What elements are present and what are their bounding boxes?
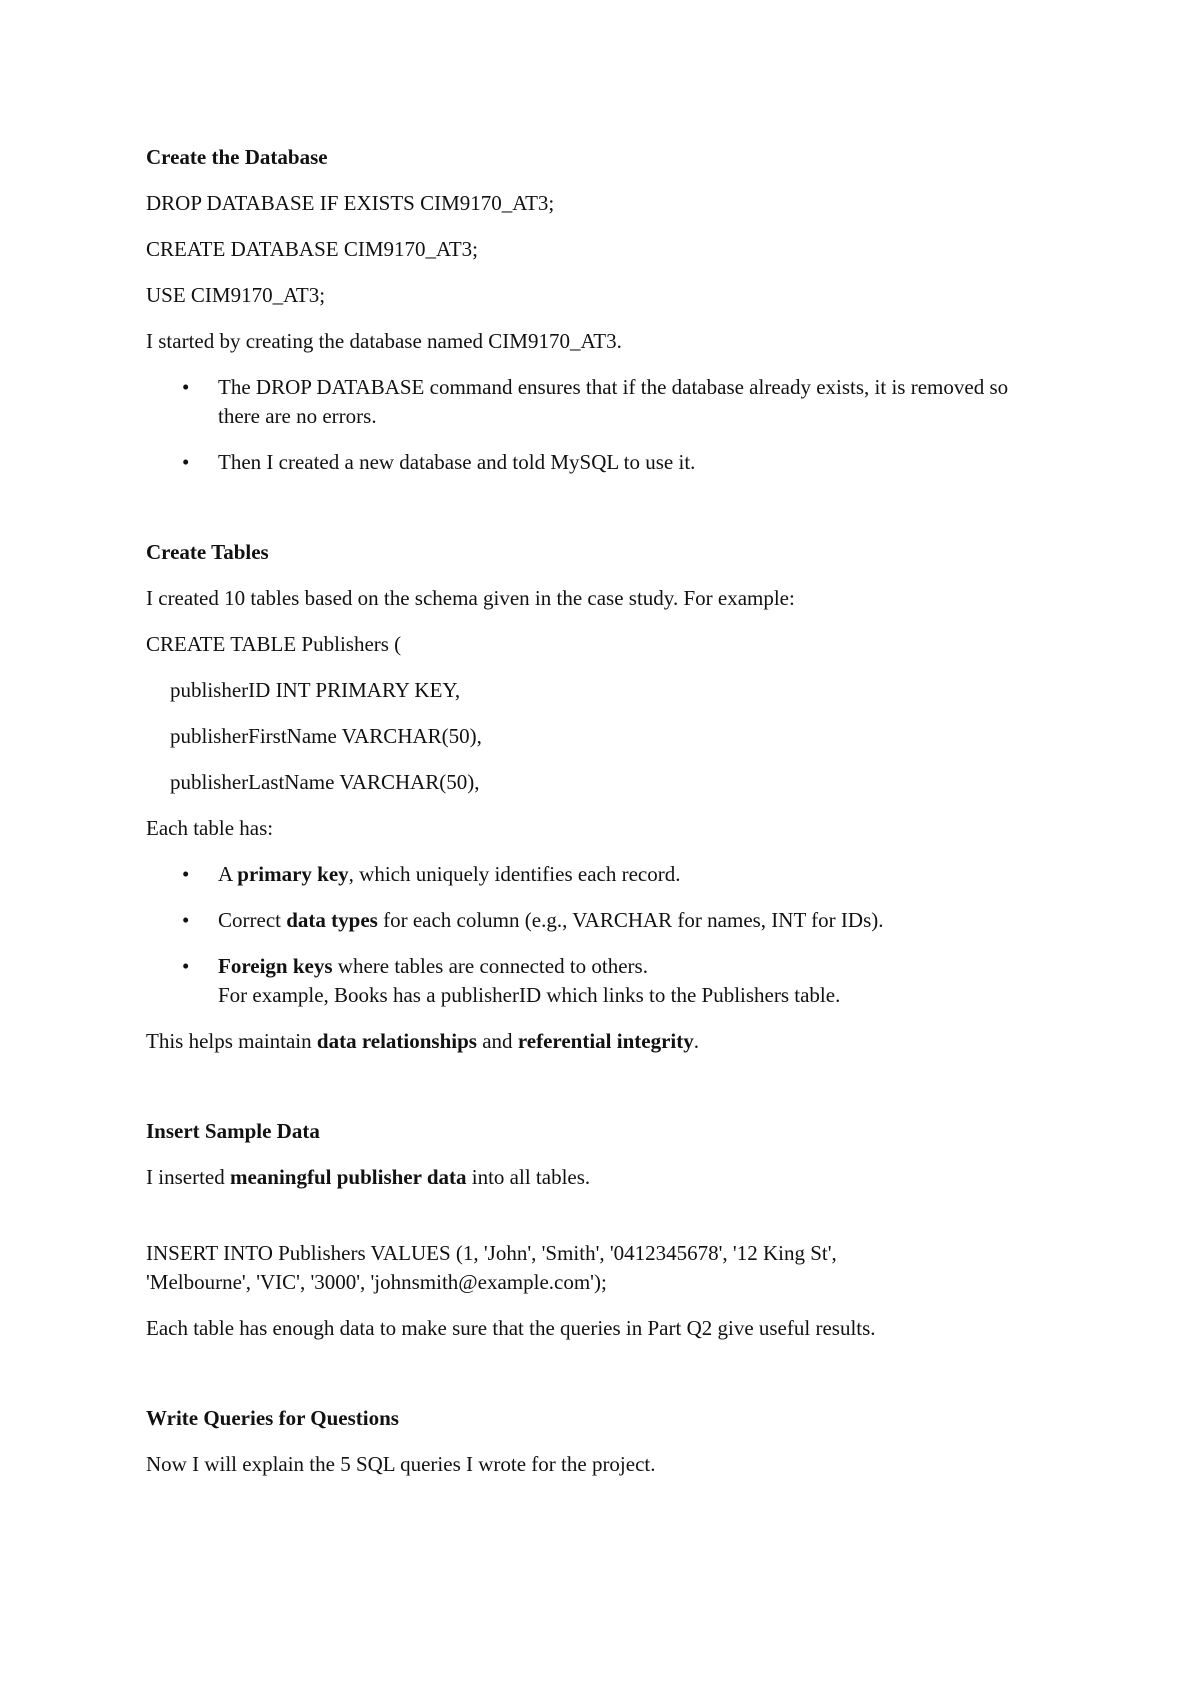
bold-term: referential integrity	[517, 1029, 694, 1053]
list-item-text: Then I created a new database and told MySQL to use it.	[218, 450, 696, 474]
list-item-text: The DROP DATABASE command ensures that if the database already exists, it is removed so there are no errors.	[218, 375, 1009, 428]
bullet-icon: •	[182, 450, 190, 474]
text-fragment: This helps maintain	[146, 1029, 317, 1053]
bold-term: primary key	[237, 862, 349, 886]
code-line: publisherLastName VARCHAR(50),	[170, 770, 480, 794]
code-line: CREATE TABLE Publishers (	[146, 632, 402, 656]
list-item	[146, 952, 1046, 1010]
text-fragment: For example, Books has a publisherID which links to the Publishers table.	[218, 983, 841, 1007]
text-fragment: , which uniquely identifies each record.	[348, 862, 681, 886]
code-line: publisherFirstName VARCHAR(50),	[170, 724, 482, 748]
section-title-create-database: Create the Database	[146, 145, 328, 169]
bold-term: data relationships	[316, 1029, 477, 1053]
text-fragment: A	[218, 862, 238, 886]
bold-term: data types	[286, 908, 378, 932]
paragraph: I started by creating the database named CIM9170_AT3.	[146, 329, 622, 353]
code-line: INSERT INTO Publishers VALUES (1, 'John', 'Smith', '0412345678', '12 King St',	[146, 1241, 837, 1265]
paragraph	[146, 1163, 1046, 1192]
code-line: publisherID INT PRIMARY KEY,	[170, 678, 461, 702]
list-item	[146, 373, 1046, 431]
bullet-icon: •	[182, 862, 190, 886]
code-block	[146, 1239, 1046, 1297]
text-fragment: for each column (e.g., VARCHAR for names, INT for IDs).	[377, 908, 884, 932]
bullet-icon: •	[182, 908, 190, 932]
bold-term: meaningful publisher data	[229, 1165, 467, 1189]
text-fragment: and	[476, 1029, 518, 1053]
bullet-icon: •	[182, 954, 190, 978]
paragraph: Each table has enough data to make sure that the queries in Part Q2 give useful results.	[146, 1316, 876, 1340]
list-item	[146, 860, 1046, 889]
text-fragment: Correct	[218, 908, 287, 932]
bold-term: Foreign keys	[218, 954, 333, 978]
code-line: CREATE DATABASE CIM9170_AT3;	[146, 237, 479, 261]
paragraph: Now I will explain the 5 SQL queries I wrote for the project.	[146, 1452, 656, 1476]
code-line: USE CIM9170_AT3;	[146, 283, 326, 307]
bullet-list	[146, 373, 1046, 477]
code-line: 'Melbourne', 'VIC', '3000', 'johnsmith@example.com');	[146, 1270, 607, 1294]
paragraph: Each table has:	[146, 816, 274, 840]
text-fragment: into all tables.	[466, 1165, 591, 1189]
list-item	[146, 906, 1046, 935]
bullet-icon: •	[182, 375, 190, 399]
section-title-insert-sample-data: Insert Sample Data	[146, 1119, 320, 1143]
list-item	[146, 448, 1046, 477]
paragraph	[146, 1027, 1046, 1056]
code-line: DROP DATABASE IF EXISTS CIM9170_AT3;	[146, 191, 555, 215]
document-page	[146, 143, 1046, 1496]
text-fragment: where tables are connected to others.	[332, 954, 648, 978]
text-fragment: I inserted	[146, 1165, 230, 1189]
bullet-list	[146, 860, 1046, 1010]
section-title-create-tables: Create Tables	[146, 540, 269, 564]
paragraph: I created 10 tables based on the schema given in the case study. For example:	[146, 586, 795, 610]
section-title-write-queries: Write Queries for Questions	[146, 1406, 399, 1430]
text-fragment: .	[693, 1029, 699, 1053]
